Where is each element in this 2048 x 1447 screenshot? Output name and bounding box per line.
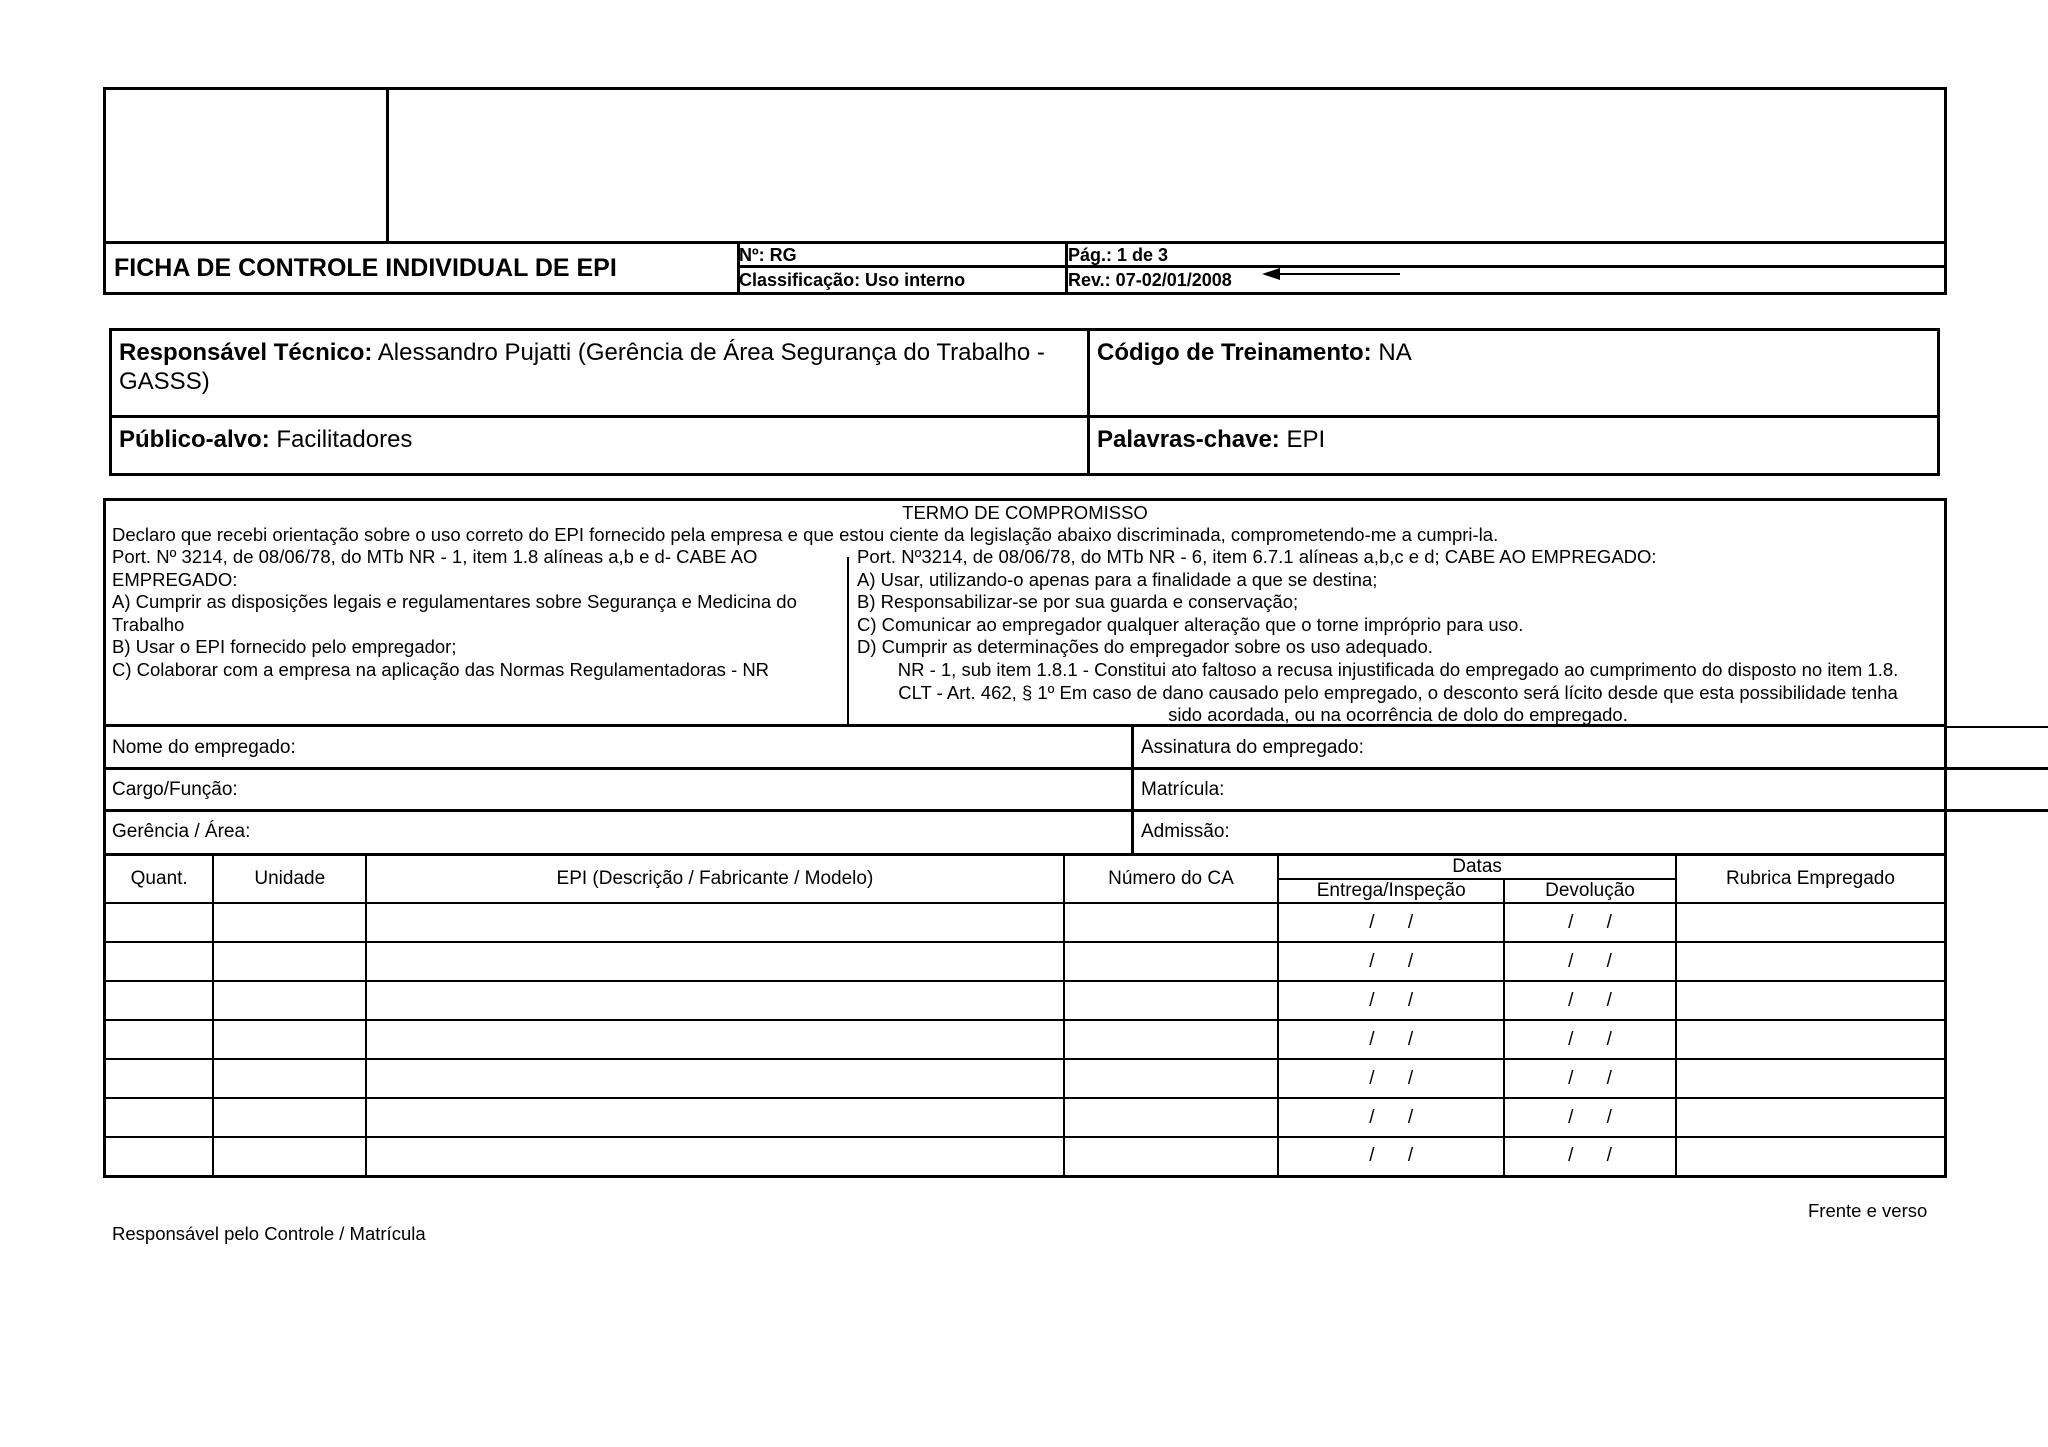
devolucao-date-cell[interactable]: / / [1504, 942, 1676, 981]
responsavel-value: Alessandro Pujatti (Gerência de Área Segurança do Trabalho - GASSS) [119, 339, 1045, 395]
col-rubrica: Rubrica Empregado [1676, 855, 1946, 904]
table-row [105, 942, 1946, 981]
epi-cell[interactable] [366, 1137, 1063, 1176]
assinatura-field[interactable]: Assinatura do empregado: [1141, 737, 1364, 758]
ca-cell[interactable] [1064, 1059, 1279, 1098]
quant-cell[interactable] [105, 942, 214, 981]
termo-left-line: Trabalho [112, 613, 185, 635]
document-title: FICHA DE CONTROLE INDIVIDUAL DE EPI [114, 254, 617, 282]
termo-left-line: Port. Nº 3214, de 08/06/78, do MTb NR - 1, item 1.8 alíneas a,b e d- CABE AO [112, 546, 758, 567]
epi-cell[interactable] [366, 903, 1063, 942]
devolucao-date-cell[interactable]: / / [1504, 1137, 1676, 1176]
table-row [105, 903, 1946, 942]
entrega-date-cell[interactable]: / / [1278, 981, 1504, 1020]
document-classification: Classificação: Uso interno [739, 270, 966, 290]
quant-cell[interactable] [105, 981, 214, 1020]
termo-title: TERMO DE COMPROMISSO [902, 502, 1148, 523]
table-row [105, 1059, 1946, 1098]
termo-right-line: D) Cumprir as determinações do empregador sobre os uso adequado. [857, 636, 1433, 657]
epi-cell[interactable] [366, 1098, 1063, 1137]
table-row [105, 981, 1946, 1020]
quant-cell[interactable] [105, 1137, 214, 1176]
fields-row-line [103, 767, 2048, 770]
epi-table [103, 853, 1947, 1178]
info-divider [109, 415, 1940, 418]
frente-verso-note: Frente e verso [1808, 1200, 1928, 1221]
col-epi: EPI (Descrição / Fabricante / Modelo) [366, 855, 1063, 904]
ca-cell[interactable] [1064, 903, 1279, 942]
info-divider [1087, 328, 1090, 476]
entrega-date-cell[interactable]: / / [1278, 1059, 1504, 1098]
unidade-cell[interactable] [213, 981, 366, 1020]
termo-note-line: NR - 1, sub item 1.8.1 - Constitui ato faltoso a recusa injustificada do empregado ao cumprimento do disposto no item 1.8. [897, 659, 1899, 680]
ca-cell[interactable] [1064, 981, 1279, 1020]
devolucao-date-cell[interactable]: / / [1504, 1098, 1676, 1137]
rubrica-cell[interactable] [1676, 1059, 1946, 1098]
fields-border [1944, 726, 1947, 854]
termo-note-line: sido acordada, ou na ocorrência de dolo do empregado. [1168, 704, 1628, 725]
termo-right-line: Port. Nº3214, de 08/06/78, do MTb NR - 6, item 6.7.1 alíneas a,b,c e d; CABE AO EMPREGADO: [857, 546, 1657, 567]
devolucao-date-cell[interactable]: / / [1504, 981, 1676, 1020]
unidade-cell[interactable] [213, 942, 366, 981]
entrega-date-cell[interactable]: / / [1278, 942, 1504, 981]
ca-cell[interactable] [1064, 1098, 1279, 1137]
termo-intro: Declaro que recebi orientação sobre o uso correto do EPI fornecido pela empresa e que estou ciente da legislação abaixo discriminada, comprometendo-me a cumpri-la. [112, 524, 1499, 545]
termo-right-line: B) Responsabilizar-se por sua guarda e conservação; [857, 591, 1299, 612]
col-devolucao: Devolução [1504, 879, 1676, 903]
termo-left-column [112, 546, 797, 681]
codigo-treinamento [1097, 338, 1412, 367]
fields-row-line [103, 809, 2048, 812]
quant-cell[interactable] [105, 1020, 214, 1059]
quant-cell[interactable] [105, 1059, 214, 1098]
unidade-cell[interactable] [213, 903, 366, 942]
termo-note-line: CLT - Art. 462, § 1º Em caso de dano causado pelo empregado, o desconto será lícito desde que esta possibilidade tenha [898, 681, 1898, 703]
col-entrega: Entrega/Inspeção [1278, 879, 1504, 903]
responsavel-tecnico [119, 338, 1069, 396]
palavras-chave [1097, 425, 1325, 454]
ca-cell[interactable] [1064, 942, 1279, 981]
logo-divider [386, 87, 389, 243]
header-divider [103, 241, 1947, 244]
table-row [105, 1137, 1946, 1176]
entrega-date-cell[interactable]: / / [1278, 903, 1504, 942]
matricula-field[interactable]: Matrícula: [1141, 779, 1225, 800]
rubrica-cell[interactable] [1676, 903, 1946, 942]
col-datas: Datas [1278, 855, 1676, 880]
devolucao-date-cell[interactable]: / / [1504, 1020, 1676, 1059]
page-number: Pág.: 1 de 3 [1068, 245, 1169, 265]
codigo-value: NA [1378, 339, 1412, 366]
termo-left-line: B) Usar o EPI fornecido pelo empregador; [112, 636, 457, 657]
rubrica-cell[interactable] [1676, 1020, 1946, 1059]
epi-cell[interactable] [366, 942, 1063, 981]
col-unidade: Unidade [213, 855, 366, 904]
termo-right-notes [849, 659, 1947, 727]
termo-left-line: C) Colaborar com a empresa na aplicação das Normas Regulamentadoras - NR [112, 658, 770, 680]
table-row [105, 1098, 1946, 1137]
unidade-cell[interactable] [213, 1137, 366, 1176]
document-number: Nº: RG [739, 245, 797, 265]
devolucao-date-cell[interactable]: / / [1504, 1059, 1676, 1098]
entrega-date-cell[interactable]: / / [1278, 1098, 1504, 1137]
ca-cell[interactable] [1064, 1020, 1279, 1059]
publico-alvo [119, 425, 412, 454]
termo-right-column [857, 546, 1657, 659]
ca-cell[interactable] [1064, 1137, 1279, 1176]
epi-cell[interactable] [366, 981, 1063, 1020]
nome-empregado-field[interactable]: Nome do empregado: [112, 737, 296, 758]
rubrica-cell[interactable] [1676, 1137, 1946, 1176]
gerencia-field[interactable]: Gerência / Área: [112, 821, 251, 842]
cargo-field[interactable]: Cargo/Função: [112, 779, 238, 800]
admissao-field[interactable]: Admissão: [1141, 821, 1230, 842]
publico-label: Público-alvo: [119, 426, 270, 453]
termo-left-line: EMPREGADO: [112, 568, 238, 590]
palavras-label: Palavras-chave: [1097, 426, 1280, 453]
epi-cell[interactable] [366, 1020, 1063, 1059]
fields-extension-line [1944, 726, 2048, 728]
quant-cell[interactable] [105, 903, 214, 942]
entrega-date-cell[interactable]: / / [1278, 1020, 1504, 1059]
epi-cell[interactable] [366, 1059, 1063, 1098]
unidade-cell[interactable] [213, 1098, 366, 1137]
col-quant: Quant. [105, 855, 214, 904]
palavras-value: EPI [1286, 426, 1326, 453]
responsavel-controle: Responsável pelo Controle / Matrícula [112, 1223, 426, 1244]
fields-divider [1131, 726, 1134, 854]
codigo-label: Código de Treinamento: [1097, 339, 1372, 366]
publico-value: Facilitadores [276, 426, 413, 453]
rubrica-cell[interactable] [1676, 981, 1946, 1020]
rubrica-cell[interactable] [1676, 942, 1946, 981]
rubrica-cell[interactable] [1676, 1098, 1946, 1137]
devolucao-date-cell[interactable]: / / [1504, 903, 1676, 942]
termo-right-line: C) Comunicar ao empregador qualquer alteração que o torne impróprio para uso. [857, 613, 1524, 635]
arrow-left-icon [1262, 266, 1402, 282]
unidade-cell[interactable] [213, 1059, 366, 1098]
table-row [105, 1020, 1946, 1059]
revision: Rev.: 07-02/01/2008 [1068, 270, 1232, 290]
entrega-date-cell[interactable]: / / [1278, 1137, 1504, 1176]
col-ca: Número do CA [1064, 855, 1279, 904]
unidade-cell[interactable] [213, 1020, 366, 1059]
fields-border [103, 726, 106, 854]
quant-cell[interactable] [105, 1098, 214, 1137]
responsavel-label: Responsável Técnico: [119, 339, 373, 366]
termo-left-line: A) Cumprir as disposições legais e regulamentares sobre Segurança e Medicina do [112, 591, 797, 612]
termo-right-line: A) Usar, utilizando-o apenas para a finalidade a que se destina; [857, 568, 1378, 590]
